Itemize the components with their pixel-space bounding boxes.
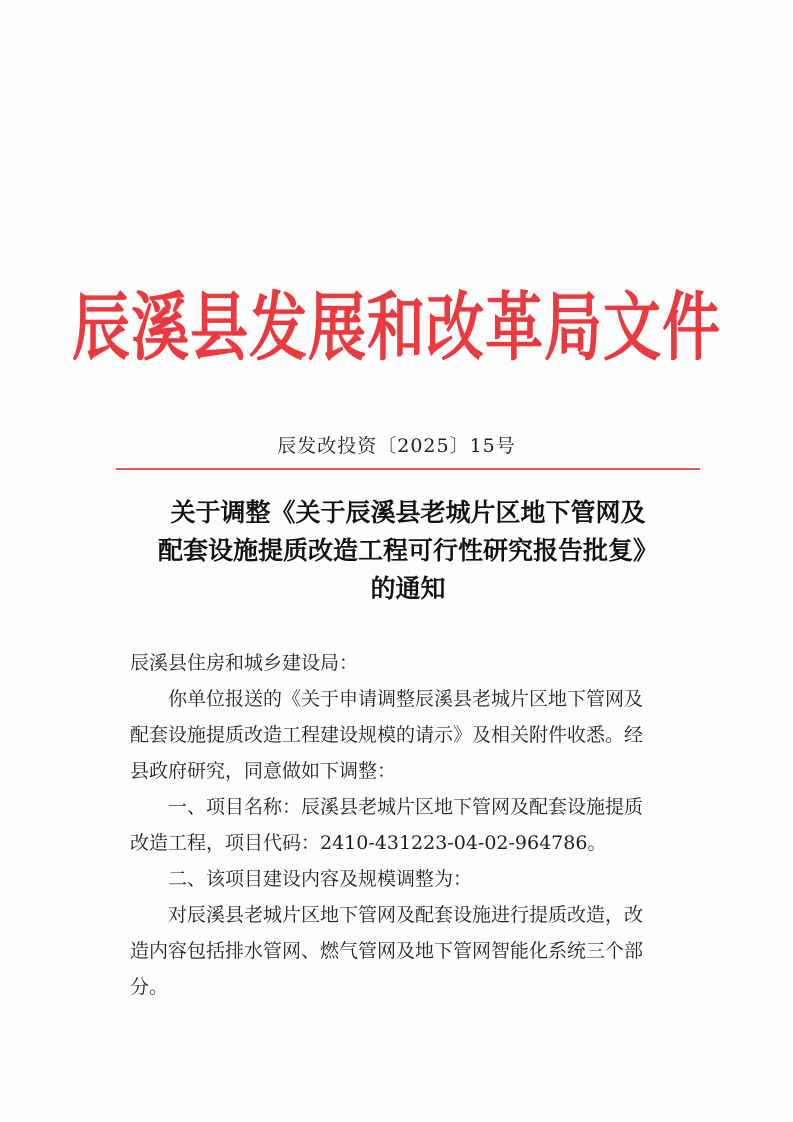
paragraph-line: 改造工程，项目代码：2410-431223-04-02-964786。 — [130, 832, 607, 854]
title-line: 配套设施提质改造工程可行性研究报告批复》 — [157, 536, 658, 565]
paragraph-line: 配套设施提质改造工程建设规模的请示》及相关附件收悉。经 — [130, 724, 644, 746]
paragraph-line: 造内容包括排水管网、燃气管网及地下管网智能化系统三个部 — [130, 940, 644, 962]
title-line: 的通知 — [370, 574, 446, 603]
red-divider-line — [116, 468, 700, 470]
document-body — [130, 645, 710, 1005]
paragraph-content — [130, 897, 710, 1005]
masthead-title: 辰溪县发展和改革局文件 — [71, 284, 721, 372]
paragraph-item-1 — [130, 789, 710, 861]
paragraph-intro — [130, 681, 710, 789]
salutation-text: 辰溪县住房和城乡建设局： — [130, 652, 359, 674]
paragraph-line: 县政府研究，同意做如下调整： — [130, 760, 397, 782]
salutation — [130, 645, 710, 681]
document-number: 辰发改投资〔2025〕15号 — [277, 435, 516, 457]
title-line: 关于调整《关于辰溪县老城片区地下管网及 — [170, 498, 646, 527]
paragraph-line: 一、项目名称：辰溪县老城片区地下管网及配套设施提质 — [168, 796, 644, 818]
paragraph-line: 二、该项目建设内容及规模调整为： — [168, 868, 473, 890]
paragraph-line: 你单位报送的《关于申请调整辰溪县老城片区地下管网及 — [168, 688, 644, 710]
paragraph-line: 对辰溪县老城片区地下管网及配套设施进行提质改造，改 — [168, 904, 644, 926]
document-title — [110, 494, 706, 608]
paragraph-item-2 — [130, 861, 710, 897]
paragraph-line: 分。 — [130, 976, 169, 998]
